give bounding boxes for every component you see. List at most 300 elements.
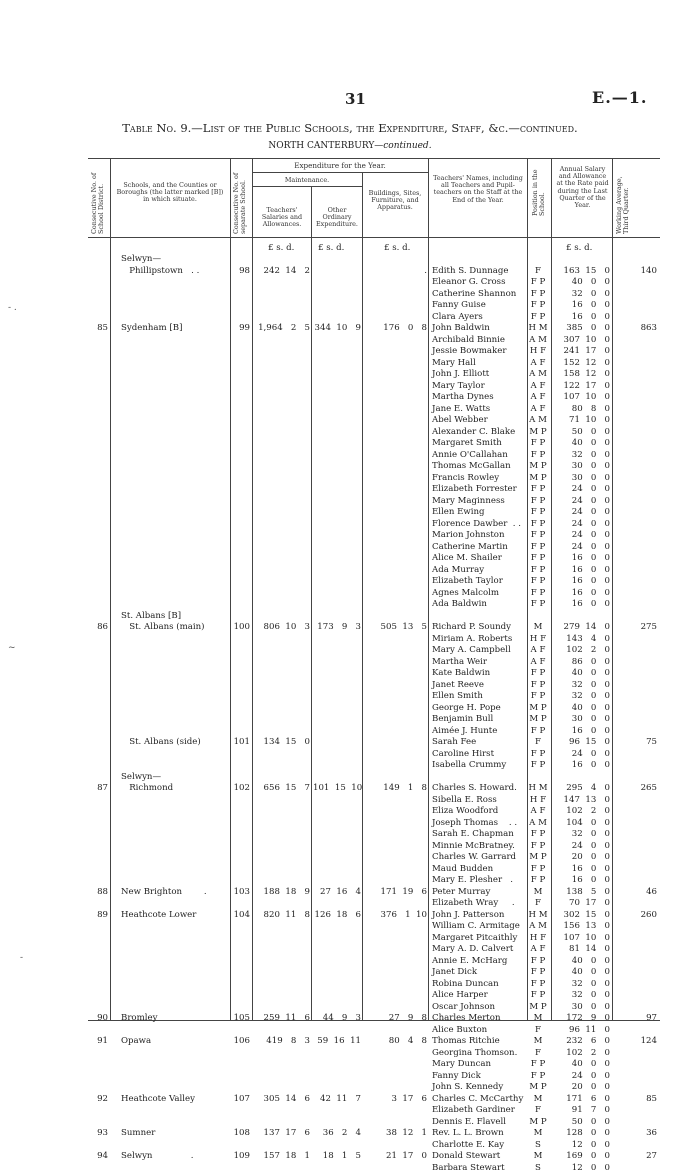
teacher-position: F P [527,300,549,312]
buildings-expenditure: 171 19 6 [363,887,427,899]
subtitle-continued: continued. [383,141,431,151]
working-average: 85 [613,1094,657,1106]
working-average: 265 [613,783,657,795]
page-number: 31 [345,90,366,108]
school-number: 101 [230,737,250,749]
other-expenditure: 173 9 3 [313,622,361,634]
table-row [0,1048,700,1060]
annual-salary: 302 15 0 [556,910,610,922]
teacher-name: Ellen Smith [432,691,483,703]
annual-salary: 40 0 0 [556,956,610,968]
annual-salary: 32 0 0 [556,450,610,462]
teacher-name: Mary Hall [432,358,476,370]
teachers-salaries: 242 14 2 [252,266,310,278]
teacher-position: M P [527,427,549,439]
other-expenditure: 18 1 5 [313,1151,361,1163]
teacher-name: Margaret Smith [432,438,502,450]
teachers-salaries: 1,964 2 5 [252,323,310,335]
teacher-name: Ellen Ewing [432,507,485,519]
teacher-name: Benjamin Bull [432,714,493,726]
teacher-position: F [527,1105,549,1117]
school-number: 100 [230,622,250,634]
table-row [0,1013,700,1025]
teacher-name: Elizabeth Gardiner [432,1105,515,1117]
teacher-name: Charlotte E. Kay [432,1140,504,1152]
teacher-position: M [527,887,549,899]
teacher-name: Sarah Fee [432,737,476,749]
district-number: 87 [90,783,108,795]
table-row [0,369,700,381]
annual-salary: 30 0 0 [556,473,610,485]
teacher-position: M [527,1094,549,1106]
annual-salary: 40 0 0 [556,967,610,979]
teacher-position: F P [527,841,549,853]
table-row [0,967,700,979]
teacher-name: Fanny Guise [432,300,486,312]
table-row [0,645,700,657]
annual-salary: 12 0 0 [556,1140,610,1152]
table-row [0,898,700,910]
table-row [0,277,700,289]
teacher-name: Charles C. McCarthy [432,1094,523,1106]
teacher-position: H M [527,910,549,922]
teacher-position: F P [527,484,549,496]
table-row [0,956,700,968]
teacher-name: Jane E. Watts [432,404,490,416]
working-average: 75 [613,737,657,749]
annual-salary: 32 0 0 [556,979,610,991]
teacher-name: Catherine Martin [432,542,508,554]
table-row [0,358,700,370]
annual-salary: 40 0 0 [556,277,610,289]
teacher-position: M P [527,703,549,715]
teachers-salaries: 259 11 6 [252,1013,310,1025]
teacher-position: H F [527,933,549,945]
table-row [0,703,700,715]
working-average: 863 [613,323,657,335]
teacher-name: Sibella E. Ross [432,795,497,807]
table-row [0,519,700,531]
table-row [0,875,700,887]
table-row [0,760,700,772]
teacher-name: Joseph Thomas . . [432,818,517,830]
teacher-position: M [527,1151,549,1163]
table-row [0,622,700,634]
working-average: 260 [613,910,657,922]
header-schools: Schools, and the Counties or Boroughs (the latter marked [B]) in which situate. [114,182,226,204]
district-number: 94 [90,1151,108,1163]
table-row [0,530,700,542]
table-row [0,312,700,324]
school-name: Heathcote Lower [121,910,196,922]
working-average: 46 [613,887,657,899]
school-name: Phillipstown . . [121,266,199,278]
school-number: 98 [230,266,250,278]
other-expenditure: 59 16 11 [313,1036,361,1048]
table-row [0,1036,700,1048]
school-name: St. Albans [B] [121,611,181,623]
teacher-position: M P [527,1002,549,1014]
margin-mark: - . [8,303,17,313]
school-name: Opawa [121,1036,151,1048]
teacher-name: Caroline Hirst [432,749,494,761]
school-number: 106 [230,1036,250,1048]
table-row [0,1059,700,1071]
teacher-name: John J. Elliott [432,369,489,381]
working-average: 97 [613,1013,657,1025]
annual-salary: 20 0 0 [556,852,610,864]
teacher-position: F P [527,588,549,600]
annual-salary: 12 0 0 [556,1163,610,1174]
table-row [0,450,700,462]
subtitle-region: NORTH CANTERBURY— [268,141,383,151]
school-name: St. Albans (main) [121,622,205,634]
table-row [0,404,700,416]
teacher-name: William C. Armitage [432,921,520,933]
table-row [0,599,700,611]
teacher-name: Thomas Ritchie [432,1036,500,1048]
units-buildings: £ s. d. [384,243,410,253]
teacher-name: Robina Duncan [432,979,499,991]
district-number: 91 [90,1036,108,1048]
annual-salary: 16 0 0 [556,760,610,772]
teacher-name: Barbara Stewart [432,1163,505,1174]
teacher-name: Agnes Malcolm [432,588,499,600]
table-row [0,864,700,876]
annual-salary: 24 0 0 [556,530,610,542]
school-name: Bromley [121,1013,157,1025]
teacher-position: F P [527,277,549,289]
header-salary: Annual Salary and Allowance at the Rate paid during the Last Quarter of the Year. [555,166,610,209]
table-row [0,887,700,899]
teacher-position: M P [527,473,549,485]
teacher-name: Isabella Crummy [432,760,506,772]
annual-salary: 147 13 0 [556,795,610,807]
teacher-name: Elizabeth Taylor [432,576,503,588]
teacher-name: John S. Kennedy [432,1082,503,1094]
annual-salary: 32 0 0 [556,691,610,703]
annual-salary: 30 0 0 [556,714,610,726]
teacher-name: Sarah E. Chapman [432,829,514,841]
teacher-position: F P [527,726,549,738]
annual-salary: 16 0 0 [556,726,610,738]
annual-salary: 40 0 0 [556,668,610,680]
annual-salary: 279 14 0 [556,622,610,634]
annual-salary: 24 0 0 [556,542,610,554]
teacher-name: Charles W. Garrard [432,852,516,864]
annual-salary: 232 6 0 [556,1036,610,1048]
table-row [0,944,700,956]
table-row [0,668,700,680]
teacher-position: F [527,1025,549,1037]
teacher-position: F P [527,496,549,508]
annual-salary: 163 15 0 [556,266,610,278]
annual-salary: 20 0 0 [556,1082,610,1094]
table-row [0,933,700,945]
teacher-name: Georgina Thomson. [432,1048,517,1060]
teachers-salaries: 806 10 3 [252,622,310,634]
school-number: 108 [230,1128,250,1140]
teacher-name: Mary A. D. Calvert [432,944,513,956]
header-other-expenditure: Other Ordinary Expenditure. [313,207,361,229]
teacher-name: Thomas McGallan [432,461,511,473]
table-row [0,795,700,807]
expenditure-rule [252,172,428,173]
teacher-position: M P [527,714,549,726]
table-row [0,323,700,335]
teacher-position: H M [527,783,549,795]
teacher-name: Eleanor G. Cross [432,277,505,289]
annual-salary: 128 0 0 [556,1128,610,1140]
teacher-name: Eliza Woodford [432,806,498,818]
teacher-position: A F [527,806,549,818]
table-row [0,1105,700,1117]
table-row [0,783,700,795]
teacher-position: H F [527,346,549,358]
annual-salary: 40 0 0 [556,703,610,715]
report-reference: E.—1. [592,88,647,107]
table-row [0,691,700,703]
teachers-salaries: 134 15 0 [252,737,310,749]
teacher-position: F P [527,1071,549,1083]
table-row [0,611,700,623]
annual-salary: 24 0 0 [556,519,610,531]
teacher-name: Janet Dick [432,967,477,979]
district-number: 85 [90,323,108,335]
annual-salary: 307 10 0 [556,335,610,347]
table-row [0,657,700,669]
school-name: Sumner [121,1128,155,1140]
teacher-name: Rev. L. L. Brown [432,1128,504,1140]
annual-salary: 91 7 0 [556,1105,610,1117]
teacher-name: Maud Budden [432,864,493,876]
table-row [0,772,700,784]
working-average: 124 [613,1036,657,1048]
annual-salary: 385 0 0 [556,323,610,335]
teacher-name: Margaret Pitcaithly [432,933,517,945]
teacher-position: A F [527,944,549,956]
table-row [0,979,700,991]
teacher-position: A F [527,358,549,370]
table-row [0,1151,700,1163]
teacher-position: H F [527,634,549,646]
header-consec-district: Consecutive No. of School District. [91,160,105,234]
annual-salary: 32 0 0 [556,680,610,692]
table-row [0,346,700,358]
teacher-name: Ada Murray [432,565,484,577]
annual-salary: 16 0 0 [556,312,610,324]
annual-salary: 16 0 0 [556,553,610,565]
district-number: 90 [90,1013,108,1025]
school-name: New Brighton . [121,887,207,899]
teacher-name: Miriam A. Roberts [432,634,512,646]
teacher-position: M P [527,1117,549,1129]
other-expenditure: 126 18 6 [313,910,361,922]
table-row [0,576,700,588]
teacher-position: F P [527,576,549,588]
teacher-position: A F [527,404,549,416]
teacher-position: F P [527,680,549,692]
teacher-name: Alice M. Shailer [432,553,502,565]
table-row [0,427,700,439]
table-row [0,381,700,393]
annual-salary: 32 0 0 [556,289,610,301]
header-position: Position in the School. [532,166,546,216]
units-other-expenditure: £ s. d. [318,243,344,253]
teacher-position: A F [527,657,549,669]
teacher-name: Alexander C. Blake [432,427,515,439]
teacher-position: F [527,1048,549,1060]
teacher-position: F P [527,599,549,611]
teacher-name: Dennis E. Flavell [432,1117,506,1129]
units-salary: £ s. d. [566,243,592,253]
teacher-position: F P [527,289,549,301]
teacher-position: M P [527,1082,549,1094]
annual-salary: 171 6 0 [556,1094,610,1106]
annual-salary: 172 9 0 [556,1013,610,1025]
teacher-name: Charles S. Howard. [432,783,517,795]
teacher-name: Richard P. Soundy [432,622,511,634]
table-row [0,300,700,312]
teacher-position: A F [527,392,549,404]
teacher-name: Annie E. McHarg [432,956,507,968]
teacher-position: M P [527,852,549,864]
table-row [0,335,700,347]
annual-salary: 156 13 0 [556,921,610,933]
school-name: Sydenham [B] [121,323,182,335]
annual-salary: 152 12 0 [556,358,610,370]
teacher-name: Donald Stewart [432,1151,500,1163]
annual-salary: 40 0 0 [556,438,610,450]
teacher-position: F P [527,979,549,991]
teacher-name: Catherine Shannon [432,289,516,301]
margin-mark: - [20,953,23,963]
school-name: Selwyn . [121,1151,193,1163]
annual-salary: 122 17 0 [556,381,610,393]
school-number: 102 [230,783,250,795]
teacher-position: A M [527,818,549,830]
header-maintenance: Maintenance. [252,177,362,184]
table-row [0,542,700,554]
annual-salary: 50 0 0 [556,427,610,439]
teacher-name: Mary Duncan [432,1059,491,1071]
school-number: 103 [230,887,250,899]
working-average: 36 [613,1128,657,1140]
teacher-name: Florence Dawber . . [432,519,521,531]
teacher-name: Alice Harper [432,990,488,1002]
table-row [0,726,700,738]
school-number: 99 [230,323,250,335]
table-row [0,1025,700,1037]
teacher-position: F P [527,530,549,542]
annual-salary: 70 17 0 [556,898,610,910]
district-number: 89 [90,910,108,922]
teacher-name: Janet Reeve [432,680,484,692]
annual-salary: 16 0 0 [556,588,610,600]
teacher-name: John Baldwin [432,323,490,335]
teacher-position: A M [527,335,549,347]
annual-salary: 102 2 0 [556,645,610,657]
annual-salary: 24 0 0 [556,496,610,508]
annual-salary: 32 0 0 [556,990,610,1002]
table-row [0,461,700,473]
buildings-expenditure: 505 13 5 [363,622,427,634]
teachers-salaries: 157 18 1 [252,1151,310,1163]
teacher-position: F P [527,542,549,554]
teacher-name: Alice Buxton [432,1025,487,1037]
annual-salary: 295 4 0 [556,783,610,795]
buildings-expenditure: 376 1 10 [363,910,427,922]
annual-salary: 86 0 0 [556,657,610,669]
teacher-position: F P [527,760,549,772]
table-row [0,634,700,646]
buildings-expenditure: 3 17 6 [363,1094,427,1106]
buildings-expenditure: . [363,266,427,278]
teacher-position: F P [527,967,549,979]
teachers-salaries: 137 17 6 [252,1128,310,1140]
annual-salary: 143 4 0 [556,634,610,646]
working-average: 275 [613,622,657,634]
other-expenditure: 42 11 7 [313,1094,361,1106]
table-row [0,1117,700,1129]
table-row [0,289,700,301]
teachers-salaries: 820 11 8 [252,910,310,922]
annual-salary: 16 0 0 [556,599,610,611]
annual-salary: 71 10 0 [556,415,610,427]
teacher-position: F P [527,691,549,703]
table-row [0,841,700,853]
units-teachers-salaries: £ s. d. [268,243,294,253]
teacher-position: M [527,1013,549,1025]
teacher-name: Minnie McBratney. [432,841,515,853]
other-expenditure: 36 2 4 [313,1128,361,1140]
teachers-salaries: 419 8 3 [252,1036,310,1048]
school-number: 105 [230,1013,250,1025]
district-number: 93 [90,1128,108,1140]
teacher-position: M [527,622,549,634]
teacher-name: Mary Maginness [432,496,505,508]
table-row [0,829,700,841]
teacher-position: F P [527,956,549,968]
annual-salary: 16 0 0 [556,576,610,588]
teacher-position: A F [527,381,549,393]
school-number: 109 [230,1151,250,1163]
annual-salary: 169 0 0 [556,1151,610,1163]
teacher-position: H M [527,323,549,335]
annual-salary: 158 12 0 [556,369,610,381]
district-number: 86 [90,622,108,634]
annual-salary: 32 0 0 [556,829,610,841]
annual-salary: 16 0 0 [556,864,610,876]
annual-salary: 107 10 0 [556,392,610,404]
annual-salary: 30 0 0 [556,1002,610,1014]
annual-salary: 40 0 0 [556,1059,610,1071]
buildings-expenditure: 38 12 1 [363,1128,427,1140]
table-row [0,749,700,761]
teacher-position: A F [527,645,549,657]
teacher-position: F [527,737,549,749]
other-expenditure: 344 10 9 [313,323,361,335]
teacher-position: F P [527,565,549,577]
table-row [0,818,700,830]
teacher-name: Clara Ayers [432,312,483,324]
annual-salary: 241 17 0 [556,346,610,358]
teacher-name: Fanny Dick [432,1071,481,1083]
teacher-position: F [527,266,549,278]
teacher-name: Kate Baldwin [432,668,490,680]
school-name: Richmond [121,783,173,795]
other-expenditure: 27 16 4 [313,887,361,899]
